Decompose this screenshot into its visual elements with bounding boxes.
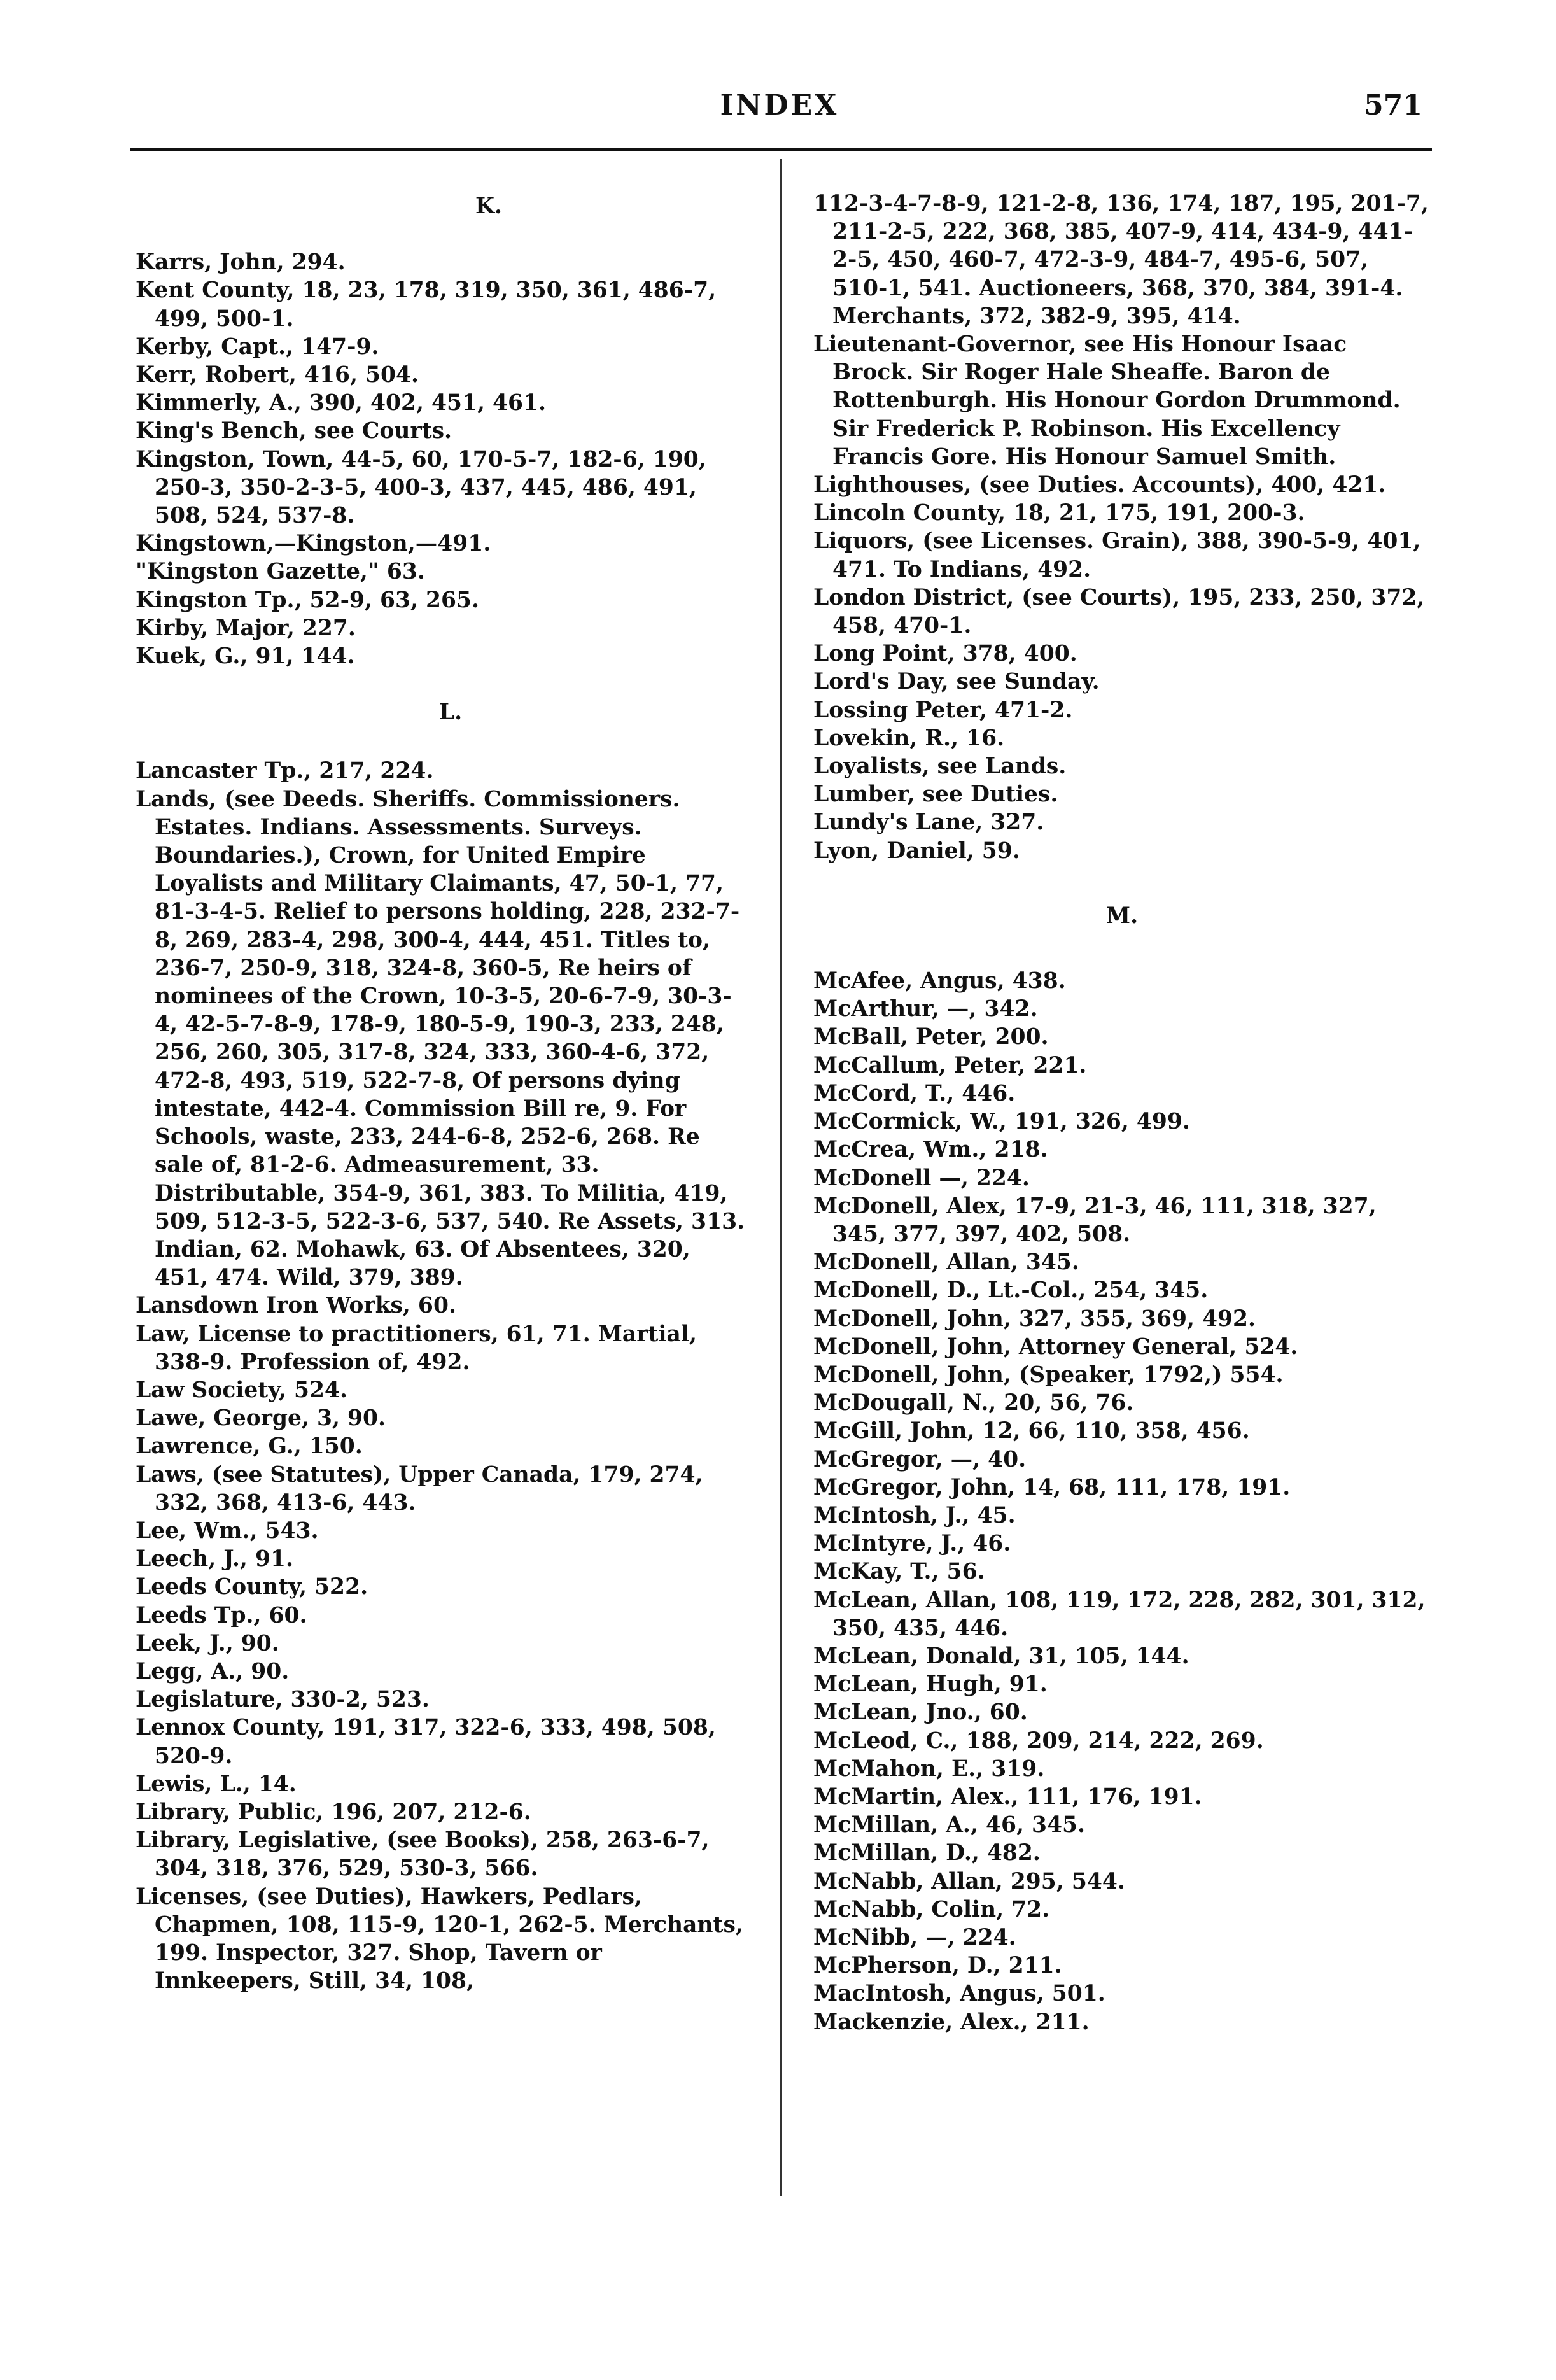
index-entry: McDonell, Alex, 17-9, 21-3, 46, 111, 318, 327, 345, 377, 397, 402, 508. xyxy=(813,1193,1377,1247)
index-entry: Long Point, 378, 400. xyxy=(813,641,1077,667)
index-entry: McLean, Allan, 108, 119, 172, 228, 282, 301, 312, 350, 435, 446. xyxy=(813,1587,1426,1641)
index-entry: McGill, John, 12, 66, 110, 358, 456. xyxy=(813,1418,1250,1444)
index-entry: McLean, Hugh, 91. xyxy=(813,1672,1048,1698)
index-entry: McAfee, Angus, 438. xyxy=(813,968,1066,994)
index-entry: Kimmerly, A., 390, 402, 451, 461. xyxy=(136,390,547,416)
index-entry: Lancaster Tp., 217, 224. xyxy=(136,758,434,784)
index-entry: Kingston, Town, 44-5, 60, 170-5-7, 182-6, 190, 250-3, 350-2-3-5, 400-3, 437, 445, 486, 491, 508, 524, 537-8. xyxy=(136,446,706,529)
index-entry: McCord, T., 446. xyxy=(813,1080,1016,1106)
index-entry: Lovekin, R., 16. xyxy=(813,725,1005,751)
index-entry: Leek, J., 90. xyxy=(136,1630,279,1656)
index-entry: McDonell, John, (Speaker, 1792,) 554. xyxy=(813,1362,1284,1388)
index-entry: Kerby, Capt., 147-9. xyxy=(136,334,379,360)
entries-k-list xyxy=(136,248,746,670)
index-entry: Leeds County, 522. xyxy=(136,1574,368,1600)
index-entry: McDougall, N., 20, 56, 76. xyxy=(813,1390,1134,1416)
index-entry: McDonell, Allan, 345. xyxy=(813,1250,1079,1276)
index-entry: Lieutenant-Governor, see His Honour Isaac Brock. Sir Roger Hale Sheaffe. Baron de Rottenburgh. His Honour Gordon Drummond. Sir Frederick P. Robinson. His Excellency Francis Gore. His Honour Samuel Smith. xyxy=(813,332,1401,470)
index-entry: Law, License to practitioners, 61, 71. Martial, 338-9. Profession of, 492. xyxy=(136,1321,697,1375)
section-heading-k: K. xyxy=(475,194,502,219)
index-entry: "Kingston Gazette," 63. xyxy=(136,559,425,585)
index-entry: Kingston Tp., 52-9, 63, 265. xyxy=(136,587,480,613)
index-entry: Leech, J., 91. xyxy=(136,1546,293,1572)
index-entry: King's Bench, see Courts. xyxy=(136,418,452,444)
index-entry: MacIntosh, Angus, 501. xyxy=(813,1981,1105,2007)
index-entry: Lossing Peter, 471-2. xyxy=(813,697,1073,723)
index-entry: McArthur, —, 342. xyxy=(813,996,1038,1022)
index-entry: Liquors, (see Licenses. Grain), 388, 390-5-9, 401, 471. To Indians, 492. xyxy=(813,528,1421,582)
index-entry: Lyon, Daniel, 59. xyxy=(813,838,1020,864)
index-entry: McIntyre, J., 46. xyxy=(813,1531,1011,1557)
index-entry: Lincoln County, 18, 21, 175, 191, 200-3. xyxy=(813,500,1305,526)
index-entry: McMillan, A., 46, 345. xyxy=(813,1812,1086,1838)
index-entry: McGregor, John, 14, 68, 111, 178, 191. xyxy=(813,1474,1291,1500)
entries-l-continued-list xyxy=(813,190,1431,865)
entries-l-list xyxy=(136,757,746,1995)
header-rule xyxy=(130,148,1432,151)
index-entry: Kent County, 18, 23, 178, 319, 350, 361, 486-7, 499, 500-1. xyxy=(136,278,717,332)
page-title: INDEX xyxy=(720,89,839,122)
index-entry: McCallum, Peter, 221. xyxy=(813,1052,1087,1078)
right-column xyxy=(813,190,1431,2036)
index-entry: McGregor, —, 40. xyxy=(813,1446,1027,1472)
index-entry: Laws, (see Statutes), Upper Canada, 179, 274, 332, 368, 413-6, 443. xyxy=(136,1461,703,1516)
index-entry: Legislature, 330-2, 523. xyxy=(136,1687,430,1713)
index-entry: McDonell, John, 327, 355, 369, 492. xyxy=(813,1306,1256,1332)
index-entry: McLean, Jno., 60. xyxy=(813,1700,1028,1726)
index-entry: Lennox County, 191, 317, 322-6, 333, 498, 508, 520-9. xyxy=(136,1715,716,1769)
index-entry: McDonell, John, Attorney General, 524. xyxy=(813,1334,1298,1360)
index-entry: Library, Public, 196, 207, 212-6. xyxy=(136,1799,531,1825)
index-entry: McDonell —, 224. xyxy=(813,1165,1030,1191)
index-entry: McCormick, W., 191, 326, 499. xyxy=(813,1109,1190,1135)
index-entry: Library, Legislative, (see Books), 258, 263-6-7, 304, 318, 376, 529, 530-3, 566. xyxy=(136,1827,710,1882)
index-entry: London District, (see Courts), 195, 233, 250, 372, 458, 470-1. xyxy=(813,584,1425,639)
index-entry: Lawrence, G., 150. xyxy=(136,1433,363,1460)
index-entry: McDonell, D., Lt.-Col., 254, 345. xyxy=(813,1278,1209,1304)
index-entry: Licenses, (see Duties), Hawkers, Pedlars, Chapmen, 108, 115-9, 120-1, 262-5. Merchants, 199. Inspector, 327. Shop, Tavern or Innkeepers, Still, 34, 108, xyxy=(136,1884,743,1994)
index-entry: Lee, Wm., 543. xyxy=(136,1517,319,1544)
page-header xyxy=(130,89,1429,140)
index-entry: Law Society, 524. xyxy=(136,1377,348,1403)
index-entry: McNabb, Colin, 72. xyxy=(813,1896,1050,1922)
section-heading-m: M. xyxy=(1105,903,1139,929)
index-entry: McBall, Peter, 200. xyxy=(813,1024,1049,1050)
index-entry: Lands, (see Deeds. Sheriffs. Commissioners. Estates. Indians. Assessments. Surveys. Boundaries.), Crown, for United Empire Loyalists and Military Claimants, 47, 50-1, 77, 81-3-4-5. Relief to persons holding, 228, 232-7-8, 269, 283-4, 298, 300-4, 444, 451. Titles to, 236-7, 250-9, 318, 324-8, 360-5, Re heirs of nominees of the Crown, 10-3-5, 20-6-7-9, 30-3-4, 42-5-7-8-9, 178-9, 180-5-9, 190-3, 233, 248, 256, 260, 305, 317-8, 324, 333, 360-4-6, 372, 472-8, 493, 519, 522-7-8, Of persons dying intestate, 442-4. Commission Bill re, 9. For Schools, waste, 233, 244-6-8, 252-6, 268. Re sale of, 81-2-6. Admeasurement, 33. Distributable, 354-9, 361, 383. To Militia, 419, 509, 512-3-5, 522-3-6, 537, 540. Re Assets, 313. Indian, 62. Mohawk, 63. Of Absentees, 320, 451, 474. Wild, 379, 389. xyxy=(136,786,745,1291)
page-number: 571 xyxy=(1364,89,1422,122)
index-entry: Lansdown Iron Works, 60. xyxy=(136,1293,456,1319)
index-entry: 112-3-4-7-8-9, 121-2-8, 136, 174, 187, 195, 201-7, 211-2-5, 222, 368, 385, 407-9, 414, 434-9, 441-2-5, 450, 460-7, 472-3-9, 484-7, 495-6, 507, 510-1, 541. Auctioneers, 368, 370, 384, 391-4. Merchants, 372, 382-9, 395, 414. xyxy=(813,191,1429,329)
index-entry: McMillan, D., 482. xyxy=(813,1840,1041,1866)
index-entry: McPherson, D., 211. xyxy=(813,1953,1062,1979)
section-heading-l: L. xyxy=(438,700,463,726)
index-entry: Lundy's Lane, 327. xyxy=(813,810,1044,836)
index-entry: Kerr, Robert, 416, 504. xyxy=(136,362,419,388)
index-entry: McCrea, Wm., 218. xyxy=(813,1137,1048,1163)
index-entry: Lumber, see Duties. xyxy=(813,782,1058,808)
index-entry: Karrs, John, 294. xyxy=(136,250,346,276)
index-entry: Lord's Day, see Sunday. xyxy=(813,669,1100,695)
index-entry: McMartin, Alex., 111, 176, 191. xyxy=(813,1784,1202,1810)
index-entry: Lawe, George, 3, 90. xyxy=(136,1405,386,1432)
index-entry: Kuek, G., 91, 144. xyxy=(136,644,355,670)
left-column xyxy=(136,185,746,1995)
index-entry: McKay, T., 56. xyxy=(813,1559,985,1585)
index-entry: Lewis, L., 14. xyxy=(136,1771,297,1797)
column-divider xyxy=(780,159,782,2196)
index-entry: McLean, Donald, 31, 105, 144. xyxy=(813,1643,1189,1669)
index-entry: McIntosh, J., 45. xyxy=(813,1502,1016,1528)
index-entry: McMahon, E., 319. xyxy=(813,1756,1045,1782)
index-entry: Lighthouses, (see Duties. Accounts), 400, 421. xyxy=(813,472,1386,498)
index-entry: McLeod, C., 188, 209, 214, 222, 269. xyxy=(813,1728,1264,1754)
index-entry: McNabb, Allan, 295, 544. xyxy=(813,1868,1125,1894)
index-entry: Loyalists, see Lands. xyxy=(813,754,1067,780)
index-entry: McNibb, —, 224. xyxy=(813,1924,1016,1950)
index-entry: Mackenzie, Alex., 211. xyxy=(813,2009,1090,2035)
index-entry: Legg, A., 90. xyxy=(136,1658,290,1684)
entries-m-list xyxy=(813,967,1431,2036)
index-entry: Kirby, Major, 227. xyxy=(136,615,356,641)
index-entry: Leeds Tp., 60. xyxy=(136,1602,307,1628)
index-entry: Kingstown,—Kingston,—491. xyxy=(136,531,491,557)
